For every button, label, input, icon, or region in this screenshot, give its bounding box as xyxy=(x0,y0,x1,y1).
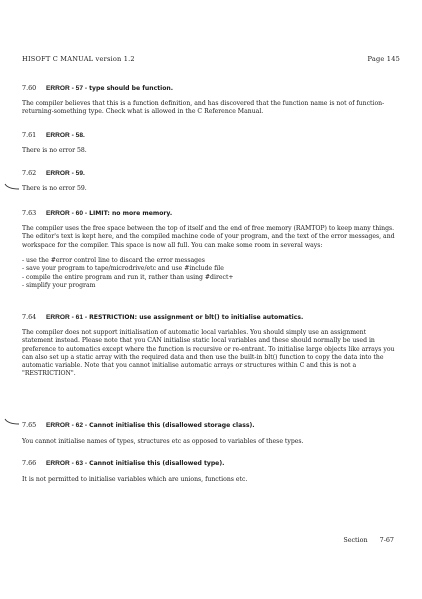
margin-pencil-mark xyxy=(4,183,20,191)
section-heading xyxy=(22,131,398,140)
page-header xyxy=(22,55,400,67)
error-code: ERROR - 59. xyxy=(46,170,85,177)
error-section-60 xyxy=(22,209,398,291)
list-item: - simplify your program xyxy=(22,282,96,290)
section-heading xyxy=(22,169,398,178)
section-number: 7.66 xyxy=(22,459,37,467)
section-paragraph: There is no error 59. xyxy=(22,185,87,192)
section-paragraph: The compiler uses the free space between the top of itself and the end of free memory (RAMTOP) to keep many things. The editor's text is kept here, and the compiled machine code of your program, and the text of the error messages, and workspace for the compiler. This space is now all full. You can make some room in several ways: xyxy=(22,225,395,249)
error-section-62 xyxy=(22,421,398,446)
footer-section-label: Section xyxy=(343,536,368,544)
margin-pencil-mark xyxy=(4,418,20,426)
page-number: Page 145 xyxy=(367,55,400,63)
section-number: 7.65 xyxy=(22,421,37,429)
section-number: 7.60 xyxy=(22,84,37,92)
section-heading xyxy=(22,209,398,218)
error-section-61 xyxy=(22,313,398,379)
error-description: Cannot initialise this (disallowed storage class). xyxy=(89,422,255,429)
section-number: 7.61 xyxy=(22,131,37,139)
suggestion-list xyxy=(22,257,398,291)
error-description: type should be function. xyxy=(89,85,174,92)
section-paragraph: The compiler believes that this is a function definition, and has discovered that the function name is not of function-returning-something type. Check what is allowed in the C Reference Manual. xyxy=(22,100,385,116)
footer-page-ref: 7-67 xyxy=(379,536,394,544)
list-item: - use the #error control line to discard the error messages xyxy=(22,256,205,264)
section-paragraph: There is no error 58. xyxy=(22,147,87,154)
section-paragraph: The compiler does not support initialisation of automatic local variables. You should simply use an assignment statement instead. Please note that you CAN initialise static local variables and these should normally be used in preference to automatics except where the function is recursive or re-entrant. To initialise large objects like arrays you can also set up a static array with the required data and then use the built-in blt() function to copy the data into the automatic variable. Note that you cannot initialise automatic arrays or structures within C and this is not a "RESTRICTION". xyxy=(22,329,395,378)
section-heading xyxy=(22,313,398,322)
list-item: - save your program to tape/microdrive/etc and use #include file xyxy=(22,265,224,273)
error-description: Cannot initialise this (disallowed type). xyxy=(89,460,225,467)
error-section-57 xyxy=(22,84,398,117)
error-description: LIMIT: no more memory. xyxy=(89,210,173,217)
error-section-58 xyxy=(22,131,398,155)
section-number: 7.62 xyxy=(22,169,37,177)
section-number: 7.63 xyxy=(22,209,37,217)
page-footer xyxy=(343,536,394,544)
error-section-63 xyxy=(22,459,398,484)
error-code: ERROR - 60 - xyxy=(46,210,88,217)
section-heading xyxy=(22,421,398,430)
manual-title: HISOFT C MANUAL version 1.2 xyxy=(22,55,135,63)
section-paragraph: It is not permitted to initialise variables which are unions, functions etc. xyxy=(22,476,248,483)
section-paragraph: You cannot initialise names of types, structures etc as opposed to variables of these types. xyxy=(22,438,304,445)
error-code: ERROR - 57 - xyxy=(46,85,88,92)
error-code: ERROR - 63 - xyxy=(46,460,88,467)
section-heading xyxy=(22,459,398,468)
list-item: - compile the entire program and run it, rather than using #direct+ xyxy=(22,273,234,281)
section-number: 7.64 xyxy=(22,313,37,321)
error-code: ERROR - 58. xyxy=(46,132,85,139)
section-heading xyxy=(22,84,398,93)
error-code: ERROR - 62 - xyxy=(46,422,88,429)
error-code: ERROR - 61 - xyxy=(46,314,88,321)
error-section-59 xyxy=(22,169,398,193)
error-description: RESTRICTION: use assignment or blt() to initialise automatics. xyxy=(89,314,304,321)
